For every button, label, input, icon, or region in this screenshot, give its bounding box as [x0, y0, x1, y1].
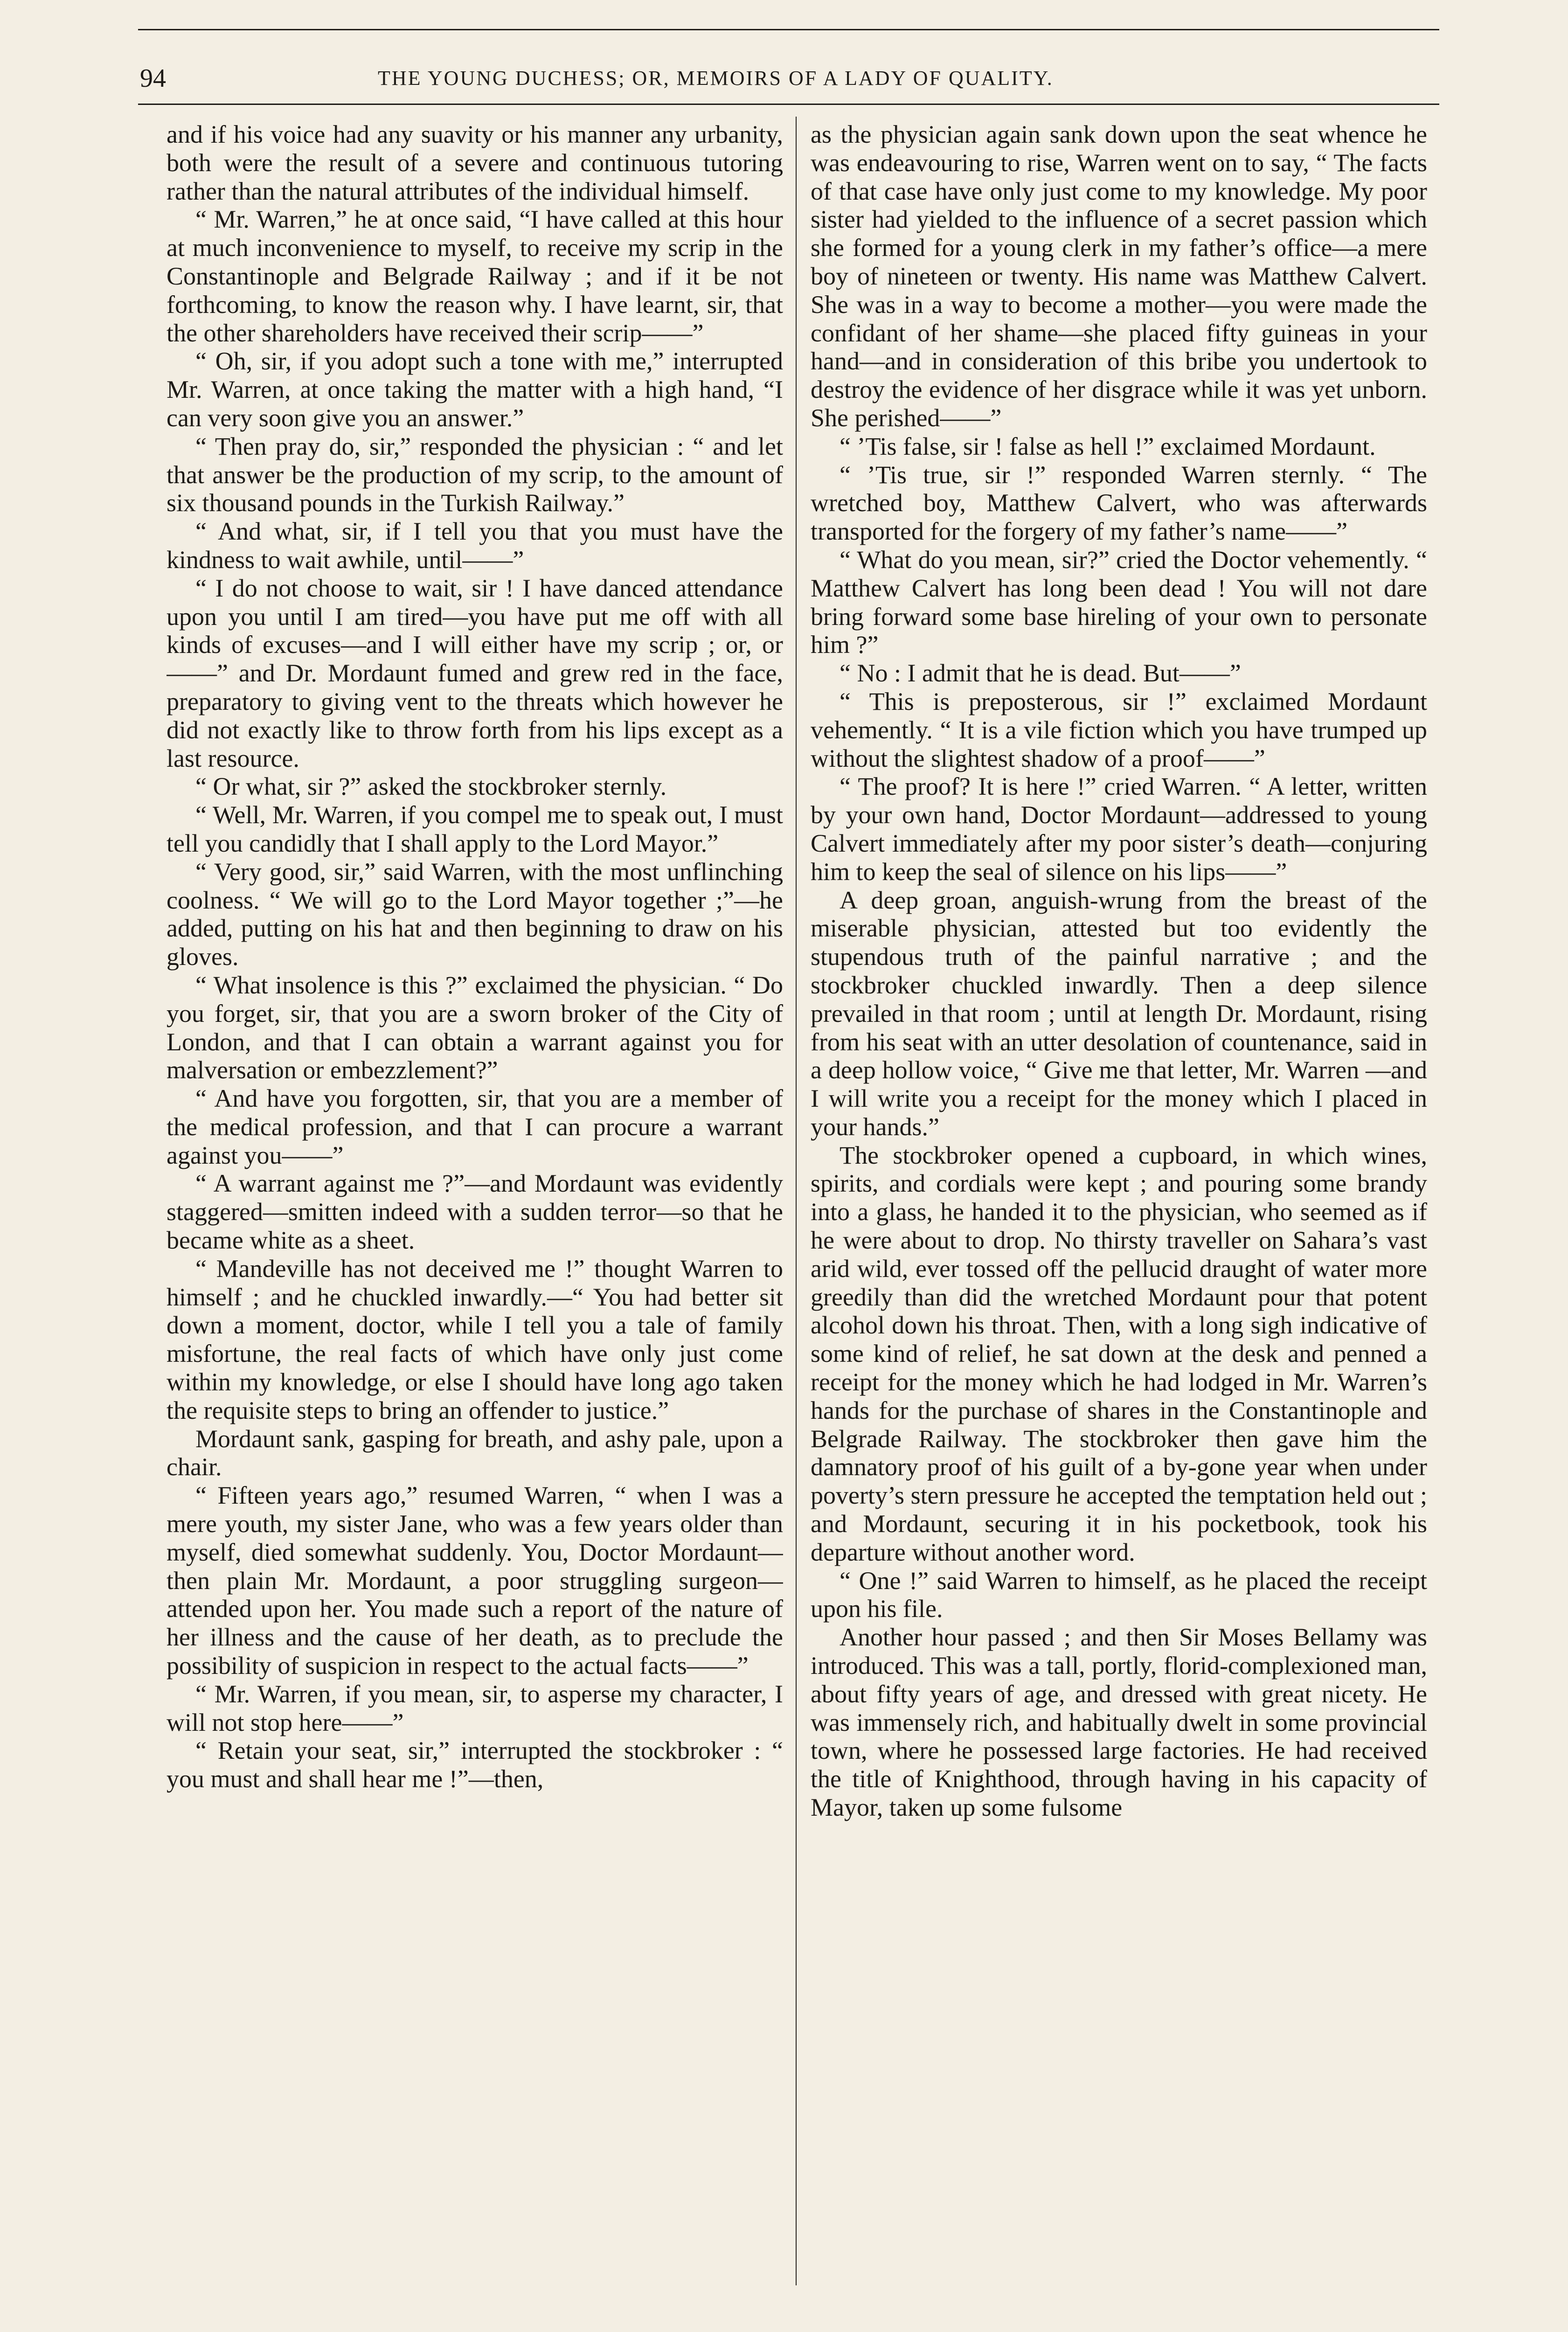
paragraph: “ ’Tis false, sir ! false as hell !” exclaimed Mordaunt.	[840, 432, 1376, 460]
paragraph: “ Retain your seat, sir,” interrupted the stockbroker : “ you must and shall hear me !”—then,	[167, 1736, 783, 1793]
paragraph: “ Fifteen years ago,” resumed Warren, “ when I was a mere youth, my sister Jane, who was a few years older than myself, died somewhat suddenly. You, Doctor Mordaunt—then plain Mr. Mordaunt, a poor struggling surgeon—attended upon her. You made such a report of the nature of her illness and the cause of her death, as to preclude the possibility of suspicion in respect to the actual facts——”	[167, 1481, 783, 1680]
paragraph: “ I do not choose to wait, sir ! I have danced attendance upon you until I am tired—you have put me off with all kinds of excuses—and I will either have my scrip ; or, or——” and Dr. Mordaunt fumed and grew red in the face, preparatory to giving vent to the threats which however he did not exactly like to throw forth from his lips except as a last resource.	[167, 574, 783, 772]
page-header	[135, 60, 1436, 97]
paragraph: The stockbroker opened a cupboard, in which wines, spirits, and cordials were kept ; and pouring some brandy into a glass, he handed it to the physician, who seemed as if he were about to drop. No thirsty traveller on Sahara’s vast arid wild, ever tossed off the pellucid draught of water more greedily than did the wretched Mordaunt pour that potent alcohol down his throat. Then, with a long sigh indicative of some kind of relief, he sat down at the desk and penned a receipt for the money which he had lodged in Mr. Warren’s hands for the purchase of shares in the Constantinople and Belgrade Railway. The stockbroker then gave him the damnatory proof of his guilt of a by-gone year when under poverty’s stern pressure he accepted the temptation held out ; and Mordaunt, securing it in his pocketbook, took his departure without another word.	[811, 1141, 1427, 1566]
paragraph: Mordaunt sank, gasping for breath, and ashy pale, upon a chair.	[167, 1424, 783, 1481]
paragraph: and if his voice had any suavity or his manner any urbanity, both were the result of a severe and continuous tutoring rather than the natural attributes of the individual himself.	[167, 120, 783, 205]
paragraph: “ Very good, sir,” said Warren, with the most unflinching coolness. “ We will go to the Lord Mayor together ;”—he added, putting on his hat and then beginning to draw on his gloves.	[167, 857, 783, 971]
header-rule	[138, 104, 1439, 105]
top-rule	[138, 29, 1439, 30]
paragraph: “ Then pray do, sir,” responded the physician : “ and let that answer be the production of my scrip, to the amount of six thousand pounds in the Turkish Railway.”	[167, 432, 783, 517]
paragraph: “ Mr. Warren, if you mean, sir, to asperse my character, I will not stop here——”	[167, 1680, 783, 1736]
paragraph: “ ’Tis true, sir !” responded Warren sternly. “ The wretched boy, Matthew Calvert, who was afterwards transported for the forgery of my father’s name——”	[811, 460, 1427, 546]
paragraph: Another hour passed ; and then Sir Moses Bellamy was introduced. This was a tall, portly, florid-complexioned man, about fifty years of age, and dressed with great nicety. He was immensely rich, and habitually dwelt in some provincial town, where he possessed large factories. He had received the title of Knighthood, through having in his capacity of Mayor, taken up some fulsome	[811, 1623, 1427, 1822]
running-title: THE YOUNG DUCHESS; OR, MEMOIRS OF A LADY OF QUALITY.	[378, 67, 1054, 90]
paragraph: “ One !” said Warren to himself, as he placed the receipt upon his file.	[811, 1566, 1427, 1623]
paragraph: “ Mandeville has not deceived me !” thought Warren to himself ; and he chuckled inwardly.—“ You had better sit down a moment, doctor, while I tell you a tale of family misfortune, the real facts of which have only just come within my knowledge, or else I should have long ago taken the requisite steps to bring an offender to justice.”	[167, 1254, 783, 1424]
right-text-column	[811, 120, 1427, 2275]
paragraph: “ Oh, sir, if you adopt such a tone with me,” interrupted Mr. Warren, at once taking the matter with a high hand, “I can very soon give you an answer.”	[167, 347, 783, 432]
paragraph: “ And have you forgotten, sir, that you are a member of the medical profession, and that I can procure a warrant against you——”	[167, 1084, 783, 1169]
page-number: 94	[140, 64, 166, 93]
left-text-column	[167, 120, 783, 2275]
paragraph: “ Mr. Warren,” he at once said, “I have called at this hour at much inconvenience to myself, to receive my scrip in the Constantinople and Belgrade Railway ; and if it be not forthcoming, to know the reason why. I have learnt, sir, that the other shareholders have received their scrip——”	[167, 205, 783, 347]
paragraph: as the physician again sank down upon the seat whence he was endeavouring to rise, Warren went on to say, “ The facts of that case have only just come to my knowledge. My poor sister had yielded to the influence of a secret passion which she formed for a young clerk in my father’s office—a mere boy of nineteen or twenty. His name was Matthew Calvert. She was in a way to become a mother—you were made the confidant of her shame—she placed fifty guineas in your hand—and in consideration of this bribe you undertook to destroy the evidence of her disgrace while it was yet unborn. She perished——”	[811, 120, 1427, 432]
paragraph: “ A warrant against me ?”—and Mordaunt was evidently staggered—smitten indeed with a sudden terror—so that he became white as a sheet.	[167, 1169, 783, 1255]
paragraph: “ No : I admit that he is dead. But——”	[840, 659, 1241, 687]
paragraph: “ What do you mean, sir?” cried the Doctor vehemently. “ Matthew Calvert has long been dead ! You will not dare bring forward some base hireling of your own to personate him ?”	[811, 545, 1427, 659]
paragraph: “ The proof? It is here !” cried Warren. “ A letter, written by your own hand, Doctor Mordaunt—addressed to young Calvert immediately after my poor sister’s death—conjuring him to keep the seal of silence on his lips——”	[811, 772, 1427, 886]
paragraph: “ Or what, sir ?” asked the stockbroker sternly.	[195, 772, 667, 801]
paragraph: “ Well, Mr. Warren, if you compel me to speak out, I must tell you candidly that I shall apply to the Lord Mayor.”	[167, 801, 783, 857]
paragraph: “ What insolence is this ?” exclaimed the physician. “ Do you forget, sir, that you are a sworn broker of the City of London, and that I can obtain a warrant against you for malversation or embezzlement?”	[167, 971, 783, 1084]
column-divider	[796, 117, 797, 2285]
paragraph: “ And what, sir, if I tell you that you must have the kindness to wait awhile, until——”	[167, 517, 783, 574]
paragraph: “ This is preposterous, sir !” exclaimed Mordaunt vehemently. “ It is a vile fiction which you have trumped up without the slightest shadow of a proof——”	[811, 687, 1427, 772]
paragraph: A deep groan, anguish-wrung from the breast of the miserable physician, attested but too evidently the stupendous truth of the painful narrative ; and the stockbroker chuckled inwardly. Then a deep silence prevailed in that room ; until at length Dr. Mordaunt, rising from his seat with an utter desolation of countenance, said in a deep hollow voice, “ Give me that letter, Mr. Warren —and I will write you a receipt for the money which I placed in your hands.”	[811, 886, 1427, 1141]
